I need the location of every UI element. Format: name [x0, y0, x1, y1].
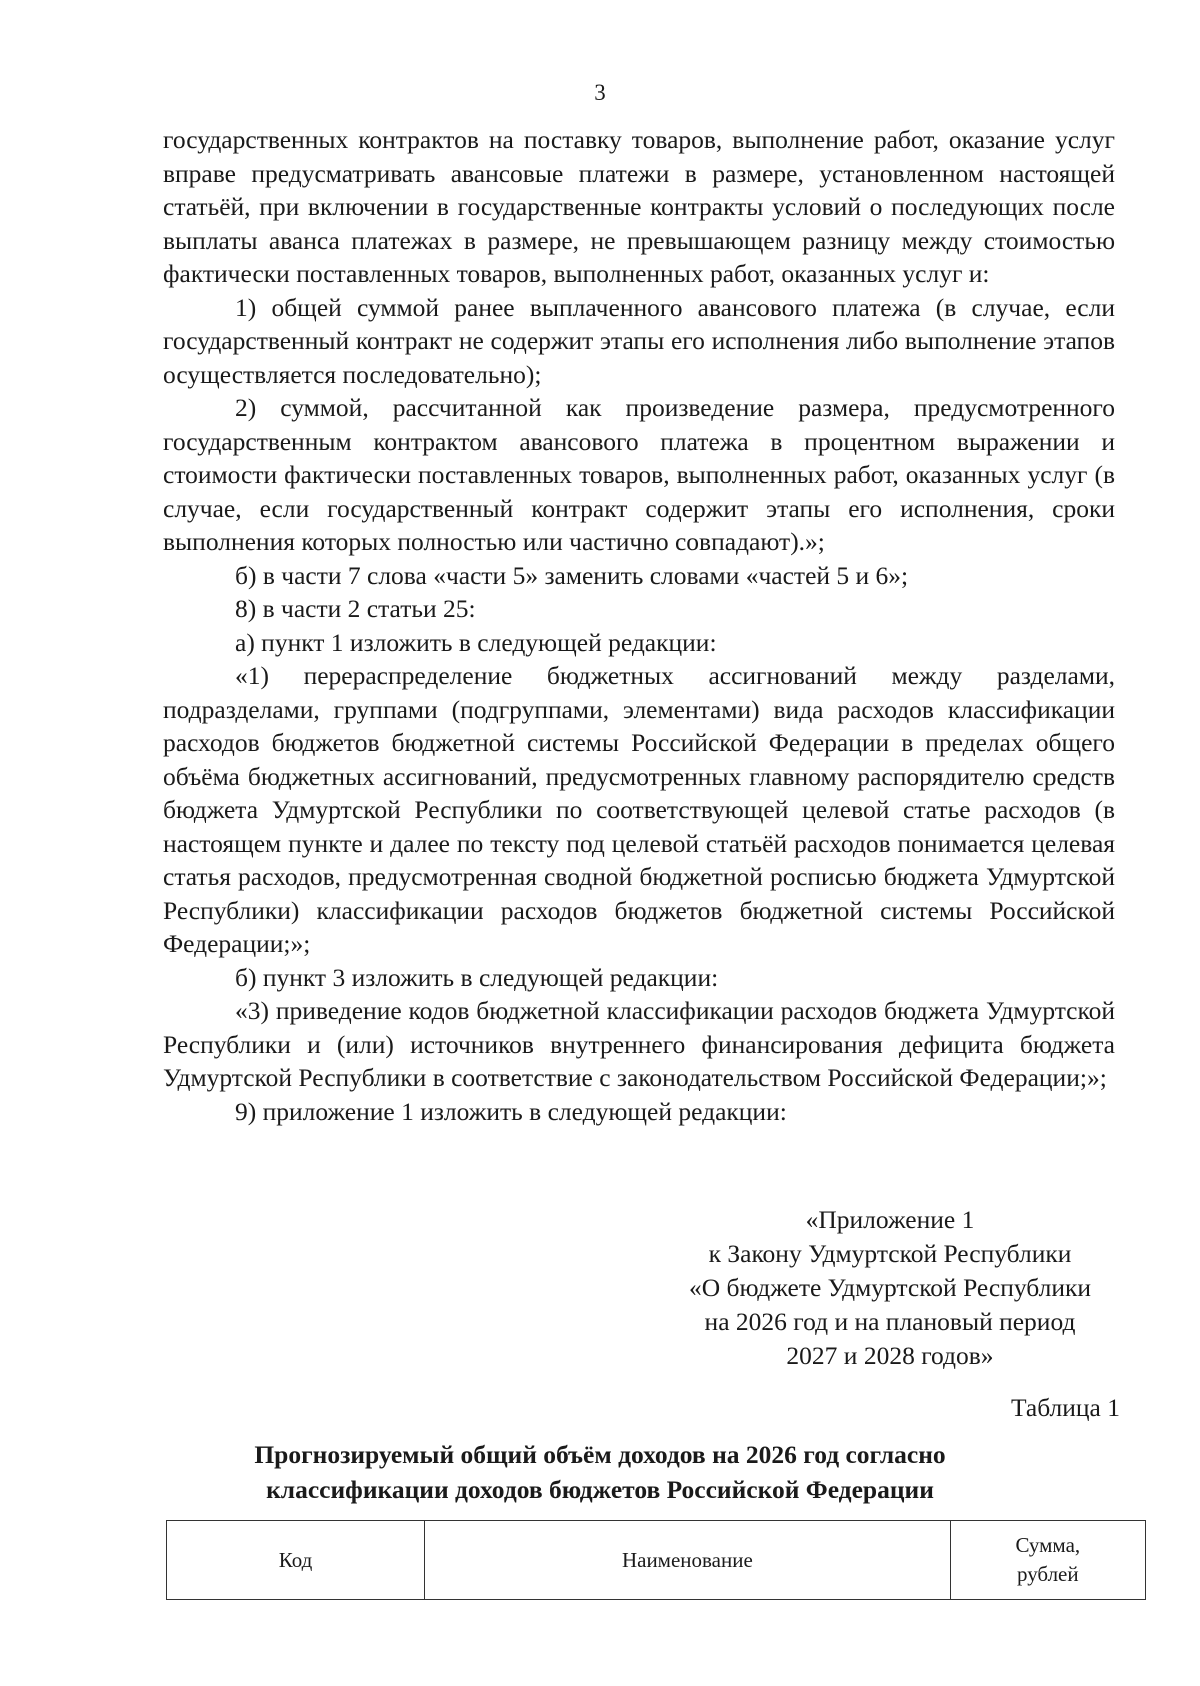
column-header-sum-line: Сумма, [1015, 1533, 1081, 1557]
page-number: 3 [594, 80, 606, 105]
appendix-line: 2027 и 2028 годов» [786, 1341, 994, 1370]
column-header-sum-line: рублей [1016, 1562, 1079, 1586]
appendix-line: «О бюджете Удмуртской Республики [689, 1273, 1091, 1302]
appendix-line: «Приложение 1 [805, 1205, 975, 1234]
column-header-sum [950, 1521, 1145, 1600]
body-text [163, 123, 1115, 1128]
appendix-line: на 2026 год и на плановый период [704, 1307, 1076, 1336]
appendix-header [640, 1203, 1140, 1373]
paragraph: б) в части 7 слова «части 5» заменить словами «частей 5 и 6»; [235, 560, 909, 590]
paragraph: а) пункт 1 изложить в следующей редакции: [235, 627, 717, 657]
table-title [200, 1437, 1000, 1507]
appendix-line: к Закону Удмуртской Республики [708, 1239, 1072, 1268]
paragraph: б) пункт 3 изложить в следующей редакции: [235, 962, 719, 992]
column-header-name: Наименование [425, 1521, 950, 1600]
paragraph: 8) в части 2 статьи 25: [235, 594, 476, 623]
paragraph: «3) приведение кодов бюджетной классификации расходов бюджета Удмуртской Республики и (или) источников внутреннего финансирования дефицита бюджета Удмуртской Республики в соответствие с законодательством Российской Федерации;»; [163, 996, 1115, 1092]
table-label: Таблица 1 [1010, 1393, 1120, 1422]
table-title-line: классификации доходов бюджетов Российской Федерации [266, 1475, 934, 1504]
table-header-row [167, 1521, 1146, 1600]
paragraph: государственных контрактов на поставку товаров, выполнение работ, оказание услуг вправе предусматривать авансовые платежи в размере, установленном настоящей статьёй, при включении в государственные контракты условий о последующих после выплаты аванса платежах в размере, не превышающем разницу между стоимостью фактически поставленных товаров, выполненных работ, оказанных услуг и: [163, 125, 1115, 288]
paragraph: 2) суммой, рассчитанной как произведение размера, предусмотренного государственным контрактом авансового платежа в процентном выражении и стоимости фактически поставленных товаров, выполненных работ, оказанных услуг (в случае, если государственный контракт содержит этапы его исполнения, сроки выполнения которых полностью или частично совпадают).»; [163, 393, 1115, 556]
paragraph: 1) общей суммой ранее выплаченного авансового платежа (в случае, если государственный контракт не содержит этапы его исполнения либо выполнение этапов осуществляется последовательно); [163, 292, 1115, 389]
revenue-table [166, 1520, 1146, 1600]
table-title-line: Прогнозируемый общий объём доходов на 2026 год согласно [254, 1440, 946, 1469]
column-header-code: Код [167, 1521, 425, 1600]
paragraph: 9) приложение 1 изложить в следующей редакции: [235, 1096, 787, 1126]
paragraph: «1) перераспределение бюджетных ассигнований между разделами, подразделами, группами (подгруппами, элементами) вида расходов классификации расходов бюджетов бюджетной системы Российской Федерации в пределах общего объёма бюджетных ассигнований, предусмотренных главному распорядителю средств бюджета Удмуртской Республики по соответствующей целевой статье расходов (в настоящем пункте и далее по тексту под целевой статьёй расходов понимается целевая статья расходов, предусмотренная сводной бюджетной росписью бюджета Удмуртской Республики) классификации расходов бюджетов бюджетной системы Российской Федерации;»; [163, 661, 1115, 958]
